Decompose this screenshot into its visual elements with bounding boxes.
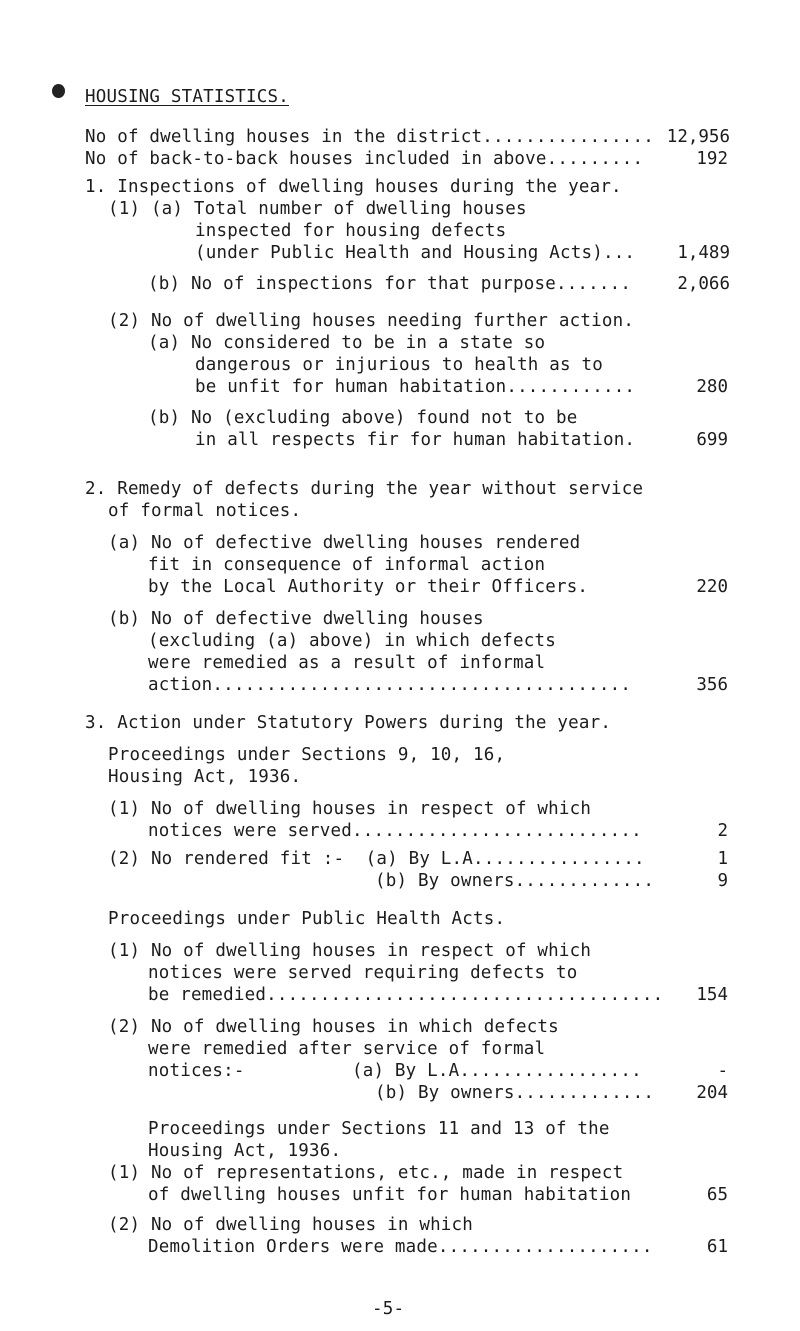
line-text: Proceedings under Sections 11 and 13 of the bbox=[148, 1119, 610, 1139]
line-text: (2) No rendered fit :- (a) By L.A................ bbox=[108, 849, 645, 869]
line-value: 280 bbox=[696, 377, 728, 397]
line-value: 9 bbox=[717, 871, 728, 891]
line-text: inspected for housing defects bbox=[195, 221, 507, 241]
line-text: (1) No of dwelling houses in respect of which bbox=[108, 941, 592, 961]
line-value: 220 bbox=[696, 577, 728, 597]
line-text: Housing Act, 1936. bbox=[148, 1141, 342, 1161]
punch-hole bbox=[52, 84, 65, 98]
line-text: Housing Act, 1936. bbox=[108, 767, 302, 787]
line-text: 1. Inspections of dwelling houses during the year. bbox=[85, 177, 622, 197]
line-text: (b) No (excluding above) found not to be bbox=[148, 408, 578, 428]
line-text: (1) No of dwelling houses in respect of which bbox=[108, 799, 592, 819]
line-value: 2 bbox=[717, 821, 728, 841]
line-text: (1) (a) Total number of dwelling houses bbox=[108, 199, 527, 219]
line-text: notices were served........................... bbox=[148, 821, 642, 841]
line-text: (b) No of inspections for that purpose....... bbox=[148, 274, 632, 294]
line-text: fit in consequence of informal action bbox=[148, 555, 546, 575]
line-text: of formal notices. bbox=[108, 501, 302, 521]
line-value: 1,489 bbox=[677, 243, 730, 263]
line-text: (2) No of dwelling houses in which defects bbox=[108, 1017, 559, 1037]
page-title: HOUSING STATISTICS. bbox=[85, 87, 289, 107]
line-text: Demolition Orders were made.................... bbox=[148, 1237, 653, 1257]
line-text: (2) No of dwelling houses in which bbox=[108, 1215, 474, 1235]
line-value: 65 bbox=[706, 1185, 728, 1205]
line-value: 204 bbox=[696, 1083, 728, 1103]
line-text: dangerous or injurious to health as to bbox=[195, 355, 603, 375]
line-text: be remedied..................................... bbox=[148, 985, 664, 1005]
line-text: 2. Remedy of defects during the year without service bbox=[85, 479, 644, 499]
line-text: No of dwelling houses in the district................ bbox=[85, 127, 655, 147]
line-text: (b) By owners............. bbox=[375, 1083, 655, 1103]
line-value: - bbox=[717, 1061, 728, 1081]
line-text: of dwelling houses unfit for human habitation bbox=[148, 1185, 632, 1205]
line-value: 192 bbox=[696, 149, 728, 169]
line-text: (a) No of defective dwelling houses rendered bbox=[108, 533, 581, 553]
line-text: (b) No of defective dwelling houses bbox=[108, 609, 484, 629]
line-text: (2) No of dwelling houses needing further action. bbox=[108, 311, 635, 331]
line-text: be unfit for human habitation............ bbox=[195, 377, 636, 397]
line-text: (excluding (a) above) in which defects bbox=[148, 631, 556, 651]
line-value: 699 bbox=[696, 430, 728, 450]
line-value: 12,956 bbox=[666, 127, 730, 147]
line-text: Proceedings under Sections 9, 10, 16, bbox=[108, 745, 506, 765]
line-value: 154 bbox=[696, 985, 728, 1005]
line-value: 356 bbox=[696, 675, 728, 695]
line-text: (1) No of representations, etc., made in respect bbox=[108, 1163, 624, 1183]
line-text: (b) By owners............. bbox=[375, 871, 655, 891]
line-text: were remedied as a result of informal bbox=[148, 653, 546, 673]
line-value: 61 bbox=[706, 1237, 728, 1257]
line-text: notices:- (a) By L.A................. bbox=[148, 1061, 642, 1081]
line-text: (under Public Health and Housing Acts)... bbox=[195, 243, 636, 263]
line-text: were remedied after service of formal bbox=[148, 1039, 546, 1059]
line-text: notices were served requiring defects to bbox=[148, 963, 578, 983]
line-text: (a) No considered to be in a state so bbox=[148, 333, 546, 353]
line-text: Proceedings under Public Health Acts. bbox=[108, 909, 506, 929]
line-text: action....................................... bbox=[148, 675, 632, 695]
line-text: No of back-to-back houses included in above......... bbox=[85, 149, 644, 169]
page-number: -5- bbox=[372, 1299, 405, 1319]
line-text: in all respects fir for human habitation. bbox=[195, 430, 636, 450]
line-value: 2,066 bbox=[677, 274, 730, 294]
line-text: 3. Action under Statutory Powers during the year. bbox=[85, 713, 612, 733]
line-value: 1 bbox=[717, 849, 728, 869]
line-text: by the Local Authority or their Officers. bbox=[148, 577, 589, 597]
